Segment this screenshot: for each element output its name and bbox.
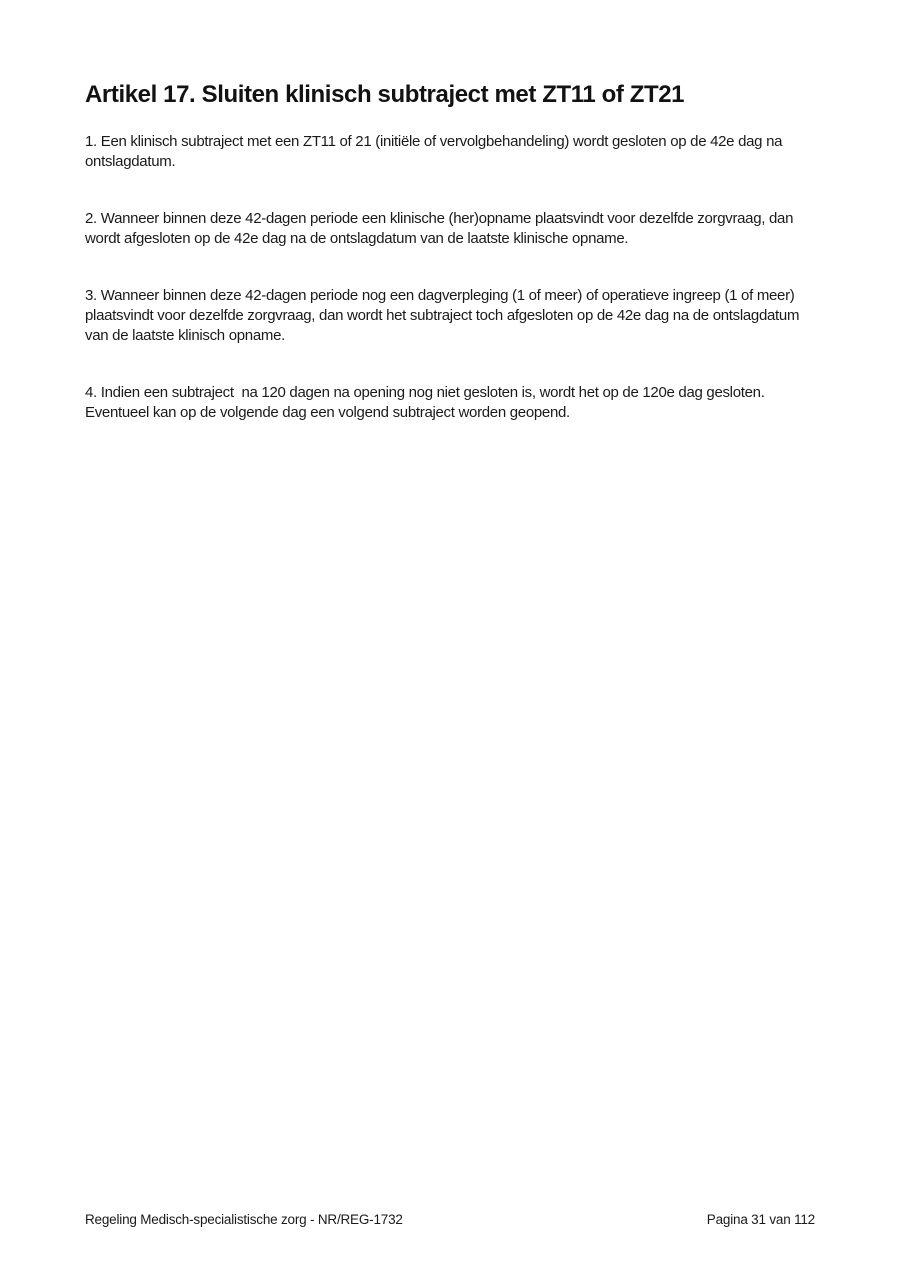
- paragraph-2: 2. Wanneer binnen deze 42-dagen periode een klinische (her)opname plaatsvindt voor dezelfde zorgvraag, dan wordt afgesloten op de 42e dag na de ontslagdatum van de laatste klinische opname.: [85, 210, 797, 247]
- page-footer: [85, 1211, 815, 1229]
- paragraph-1: 1. Een klinisch subtraject met een ZT11 of 21 (initiële of vervolgbehandeling) wordt gesloten op de 42e dag na ontslagdatum.: [85, 133, 787, 170]
- paragraph-3: 3. Wanneer binnen deze 42-dagen periode nog een dagverpleging (1 of meer) of operatieve ingreep (1 of meer) plaatsvindt voor dezelfde zorgvraag, dan wordt het subtraject toch afgesloten op de 42e dag na de ontslagdatum van de laatste klinisch opname.: [85, 287, 804, 344]
- article-title: Artikel 17. Sluiten klinisch subtraject met ZT11 of ZT21: [85, 81, 685, 108]
- page-content: [85, 0, 825, 460]
- article-body: [85, 132, 825, 423]
- footer-page-number: Pagina 31 van 112: [706, 1212, 815, 1227]
- paragraph-4: 4. Indien een subtraject na 120 dagen na opening nog niet gesloten is, wordt het op de 120e dag gesloten. Eventueel kan op de volgende dag een volgend subtraject worden geopend.: [85, 384, 769, 421]
- footer-document-reference: Regeling Medisch-specialistische zorg - NR/REG-1732: [85, 1212, 403, 1227]
